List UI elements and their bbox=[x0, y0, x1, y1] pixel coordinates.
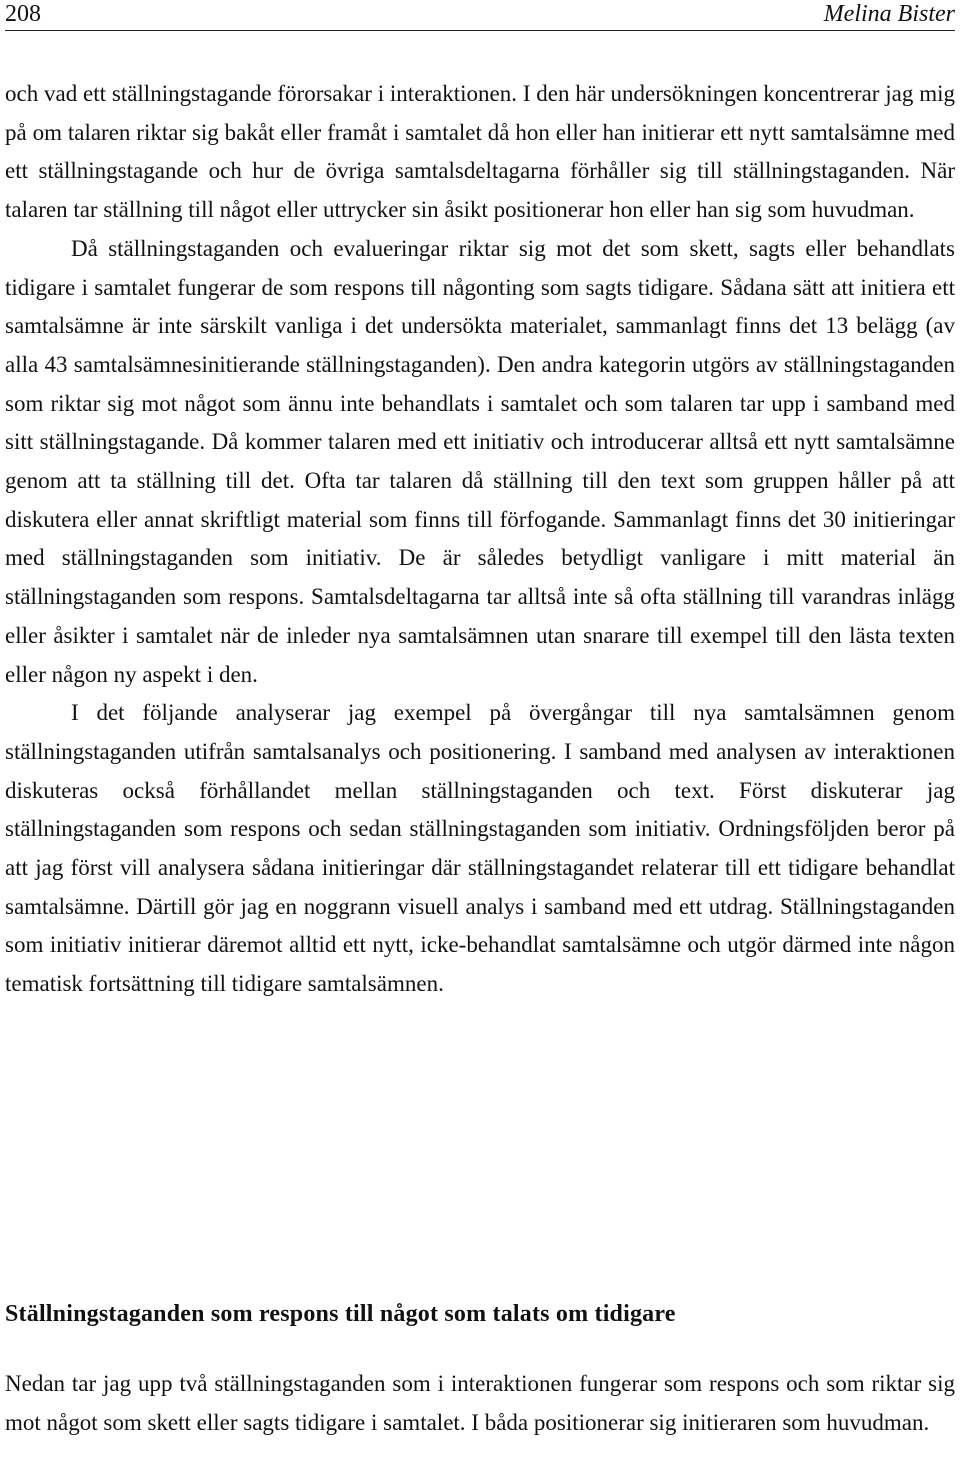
paragraph-3: I det följande analyserar jag exempel på övergångar till nya samtalsämnen genom ställningstaganden utifrån samtalsanalys och positionering. I samband med analysen av interaktionen diskuteras också förhållandet mellan ställningstaganden och text. Först diskuterar jag ställningstaganden som respons och sedan ställningstaganden som initiativ. Ordningsföljden beror på att jag först vill analysera sådana initieringar där ställningstagandet relaterar till ett tidigare behandlat samtalsämne. Därtill gör jag en noggrann visuell analys i samband med ett utdrag. Ställningstaganden som initiativ initierar däremot alltid ett nytt, icke-behandlat samtalsämne och utgör därmed inte någon tematisk fortsättning till tidigare samtalsämnen. bbox=[5, 700, 955, 997]
page-number: 208 bbox=[5, 1, 41, 27]
body-text bbox=[5, 75, 955, 1004]
paragraph-2: Då ställningstaganden och evalueringar riktar sig mot det som skett, sagts eller behandlats tidigare i samtalet fungerar de som respons till någonting som sagts tidigare. Sådana sätt att initiera ett samtalsämne är inte särskilt vanliga i det undersökta materialet, sammanlagt finns det 13 belägg (av alla 43 samtalsämnesinitierande ställningstaganden). Den andra kategorin utgörs av ställningstaganden som riktar sig mot något som ännu inte behandlats i samtalet och som talaren tar upp i samband med sitt ställningstagande. Då kommer talaren med ett initiativ och introducerar alltså ett nytt samtalsämne genom att ta ställning till det. Ofta tar talaren då ställning till den text som gruppen håller på att diskutera eller annat skriftligt material som finns till förfogande. Sammanlagt finns det 30 initieringar med ställningstaganden som initiativ. De är således betydligt vanligare i mitt material än ställningstaganden som respons. Samtalsdeltagarna tar alltså inte så ofta ställning till varandras inlägg eller åsikter i samtalet när de inleder nya samtalsämnen utan snarare till exempel till den lästa texten eller någon ny aspekt i den. bbox=[5, 235, 955, 687]
section-paragraph: Nedan tar jag upp två ställningstaganden som i interaktionen fungerar som respons och som riktar sig mot något som skett eller sagts tidigare i samtalet. I båda positionerar sig initieraren som huvudman. bbox=[5, 1371, 955, 1435]
running-head-author: Melina Bister bbox=[823, 1, 955, 27]
section-heading: Ställningstaganden som respons till något som talats om tidigare bbox=[5, 1301, 676, 1327]
running-header bbox=[5, 0, 955, 31]
paragraph-1: och vad ett ställningstagande förorsakar i interaktionen. I den här undersökningen koncentrerar jag mig på om talaren riktar sig bakåt eller framåt i samtalet då hon eller han initierar ett nytt samtalsämne med ett ställningstagande och hur de övriga samtalsdeltagarna förhåller sig till ställningstaganden. När talaren tar ställning till något eller uttrycker sin åsikt positionerar hon eller han sig som huvudman. bbox=[5, 81, 955, 223]
